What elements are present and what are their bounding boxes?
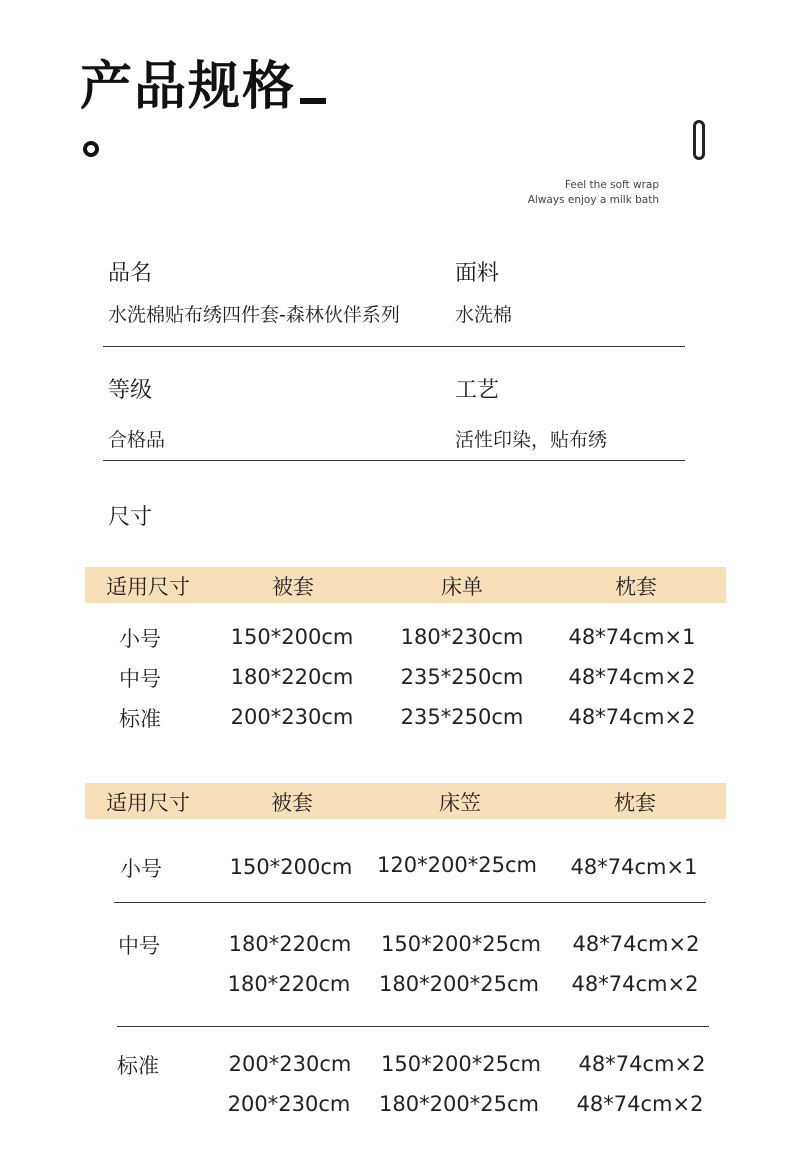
table2-standard-row1-pillow: 48*74cm×2 (578, 1052, 706, 1076)
size-label: 尺寸 (108, 505, 153, 530)
table1-row2-size: 中号 (119, 667, 161, 691)
table2-small-pillow: 48*74cm×1 (570, 855, 698, 879)
table2-medium-row1-fitted: 150*200*25cm (381, 932, 541, 956)
table1-row3-sheet: 235*250cm (400, 705, 524, 729)
tagline (528, 178, 659, 208)
divider (103, 346, 685, 347)
table2-medium-row1-pillow: 48*74cm×2 (572, 932, 700, 956)
table1-row1-sheet: 180*230cm (400, 625, 524, 649)
table2-standard-size: 标准 (117, 1054, 159, 1078)
tagline-line-2: Always enjoy a milk bath (527, 194, 659, 206)
table2-header-duvet: 被套 (271, 791, 313, 815)
table2-standard-row2-duvet: 200*230cm (227, 1092, 351, 1116)
table2-header-size: 适用尺寸 (106, 791, 190, 815)
table2-small-duvet: 150*200cm (229, 855, 353, 879)
title-underscore-decoration (300, 98, 326, 104)
table2-standard-row1-fitted: 150*200*25cm (381, 1052, 541, 1076)
fabric-label: 面料 (455, 261, 500, 286)
tagline-line-1: Feel the soft wrap (564, 179, 659, 191)
table2-medium-row2-fitted: 180*200*25cm (379, 972, 539, 996)
table2-standard-row1-duvet: 200*230cm (228, 1052, 352, 1076)
name-label: 品名 (108, 261, 153, 286)
table1-row3-size: 标准 (119, 707, 161, 731)
fabric-value: 水洗棉 (455, 304, 513, 326)
table1-row3-pillow: 48*74cm×2 (568, 705, 696, 729)
table2-medium-row1-duvet: 180*220cm (228, 932, 352, 956)
table1-row1-size: 小号 (119, 627, 161, 651)
table1-header-size: 适用尺寸 (106, 575, 190, 599)
divider (103, 460, 685, 461)
table2-medium-size: 中号 (118, 934, 160, 958)
craft-label: 工艺 (455, 378, 500, 403)
page-title: 产品规格 (80, 44, 326, 119)
table2-standard-row2-pillow: 48*74cm×2 (576, 1092, 704, 1116)
table1-row3-duvet: 200*230cm (230, 705, 354, 729)
divider (117, 1026, 709, 1027)
grade-value: 合格品 (108, 429, 166, 451)
divider (114, 902, 706, 903)
table1-header-sheet: 床单 (441, 575, 483, 599)
table1-row2-sheet: 235*250cm (400, 665, 524, 689)
craft-value: 活性印染，贴布绣 (455, 429, 608, 451)
ring-decoration-icon (83, 141, 99, 157)
table2-small-size: 小号 (120, 857, 162, 881)
table1-header-duvet: 被套 (272, 575, 314, 599)
table1-header-pillow: 枕套 (615, 575, 657, 599)
pill-decoration-icon (693, 120, 705, 160)
grade-label: 等级 (108, 378, 153, 403)
table1-row2-duvet: 180*220cm (230, 665, 354, 689)
table2-medium-row2-pillow: 48*74cm×2 (571, 972, 699, 996)
table2-header-pillow: 枕套 (614, 791, 656, 815)
table1-row1-pillow: 48*74cm×1 (568, 625, 696, 649)
table1-row1-duvet: 150*200cm (230, 625, 354, 649)
table2-small-fitted: 120*200*25cm (377, 853, 537, 877)
name-value: 水洗棉贴布绣四件套-森林伙伴系列 (108, 304, 400, 326)
table1-row2-pillow: 48*74cm×2 (568, 665, 696, 689)
table2-header-fitted-sheet: 床笠 (439, 791, 481, 815)
table2-standard-row2-fitted: 180*200*25cm (379, 1092, 539, 1116)
table2-medium-row2-duvet: 180*220cm (227, 972, 351, 996)
